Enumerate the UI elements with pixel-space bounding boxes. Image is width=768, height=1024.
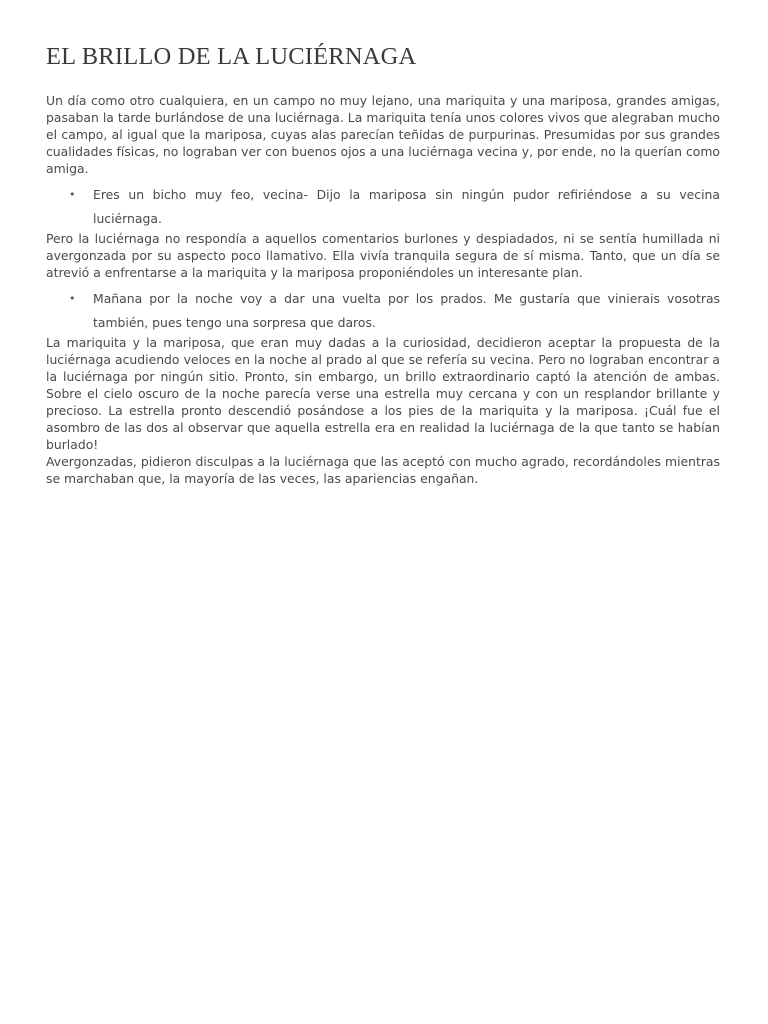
bullet-text-1: Eres un bicho muy feo, vecina- Dijo la mariposa sin ningún pudor refiriéndose a su vecina luciérnaga. <box>93 187 720 226</box>
bullet-item-1 <box>46 183 720 230</box>
bullet-dot-icon: • <box>69 292 76 305</box>
bullet-list-1 <box>46 183 720 230</box>
bullet-text-2: Mañana por la noche voy a dar una vuelta por los prados. Me gustaría que vinierais vosotras también, pues tengo una sorpresa que daros. <box>93 291 720 330</box>
paragraph-3: La mariquita y la mariposa, que eran muy dadas a la curiosidad, decidieron aceptar la propuesta de la luciérnaga acudiendo veloces en la noche al prado al que se refería su vecina. Pero no lograban encontrar a la luciérnaga por ningún sitio. Pronto, sin embargo, un brillo extraordinario captó la atención de ambas. Sobre el cielo oscuro de la noche parecía verse una estrella muy cercana y con un resplandor brillante y precioso. La estrella pronto descendió posándose a los pies de la mariquita y la mariposa. ¡Cuál fue el asombro de las dos al observar que aquella estrella era en realidad la luciérnaga de la que tanto se habían burlado! <box>46 335 720 452</box>
bullet-list-2 <box>46 287 720 334</box>
document-page <box>46 40 720 487</box>
document-title: EL BRILLO DE LA LUCIÉRNAGA <box>46 43 417 70</box>
paragraph-4: Avergonzadas, pidieron disculpas a la luciérnaga que las aceptó con mucho agrado, recordándoles mientras se marchaban que, la mayoría de las veces, las apariencias engañan. <box>46 454 720 486</box>
paragraph-2: Pero la luciérnaga no respondía a aquellos comentarios burlones y despiadados, ni se sentía humillada ni avergonzada por su aspecto poco llamativo. Ella vivía tranquila segura de sí misma. Tanto, que un día se atrevió a enfrentarse a la mariquita y la mariposa proponiéndoles un interesante plan. <box>46 231 720 280</box>
paragraph-1: Un día como otro cualquiera, en un campo no muy lejano, una mariquita y una mariposa, grandes amigas, pasaban la tarde burlándose de una luciérnaga. La mariquita tenía unos colores vivos que alegraban mucho el campo, al igual que la mariposa, cuyas alas parecían teñidas de purpurinas. Presumidas por sus grandes cualidades físicas, no lograban ver con buenos ojos a una luciérnaga vecina y, por ende, no la querían como amiga. <box>46 93 720 176</box>
bullet-item-2 <box>46 287 720 334</box>
bullet-dot-icon: • <box>69 188 76 201</box>
